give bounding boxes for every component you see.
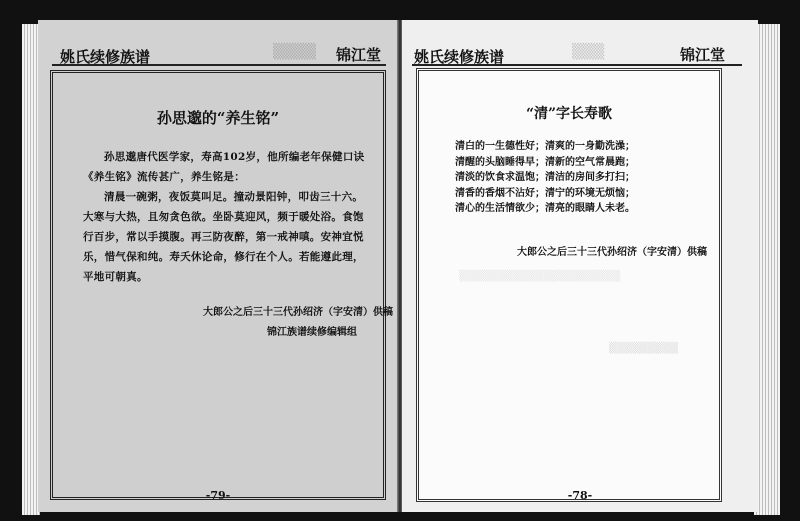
poem-line: 清淡的饮食求温饱；清洁的房间多打扫； (455, 172, 635, 183)
bleed-through-text: ▒▒▒ (572, 44, 605, 60)
left-page (38, 20, 398, 512)
left-header-hall: 锦江堂 (336, 46, 382, 64)
right-page-number: -78- (567, 489, 593, 502)
poem-line: 清醒的头脑睡得早；清新的空气常晨跑； (455, 156, 635, 168)
left-article-body: 清晨一碗粥，夜饭莫叫足。撞动景阳钟，叩齿三十六。大寒与大热，且匆贪色欲。坐卧莫迎风，频于暖处浴。食饱行百步，常以手摸腹。再三防夜醉，第一戒神嗔。安神宜悦乐，惜气保和纯。寿夭休论命，修行在个人。若能遵此理，平地可朝真。 (83, 191, 364, 283)
bleed-through-text: ▒▒▒▒▒▒▒▒▒▒▒▒▒▒▒▒▒▒▒▒▒ (459, 271, 621, 282)
left-page-number: -79- (205, 489, 231, 502)
left-article-frame (50, 70, 393, 500)
poem-block (455, 139, 635, 217)
right-header-title: 姚氏续修族谱 (414, 48, 505, 66)
left-header-rule (52, 64, 386, 66)
left-credit-group: 锦江族谱续修编辑组 (267, 327, 357, 338)
left-header-title: 姚氏续修族谱 (60, 48, 151, 66)
bleed-through-text: ▒▒▒▒ (273, 44, 317, 60)
poem-line: 清心的生活情欲少；清亮的眼睛人未老。 (455, 203, 635, 214)
right-header-rule (412, 64, 742, 66)
right-article-frame (416, 68, 722, 502)
left-article-title: 孙思邈的“养生铭” (156, 109, 280, 127)
right-credit-author: 大郎公之后三十三代孙绍济（字安清）供稿 (517, 247, 707, 258)
right-header-hall: 锦江堂 (680, 46, 726, 64)
poem-line: 清白的一生德性好；清爽的一身勤洗澡； (455, 141, 635, 152)
bleed-through-text: ▒▒▒▒▒▒▒▒▒ (609, 343, 679, 354)
right-page (402, 20, 758, 512)
right-article-title: “清”字长寿歌 (525, 106, 613, 122)
poem-line: 清香的香烟不沾好；清宁的环境无烦恼； (455, 187, 635, 199)
left-article-intro: 孙思邈唐代医学家，寿高102岁，他所编老年保健口诀《养生铭》流传甚广，养生铭是： (83, 151, 365, 183)
left-credit-author: 大郎公之后三十三代孙绍济（字安清）供稿 (203, 307, 393, 318)
